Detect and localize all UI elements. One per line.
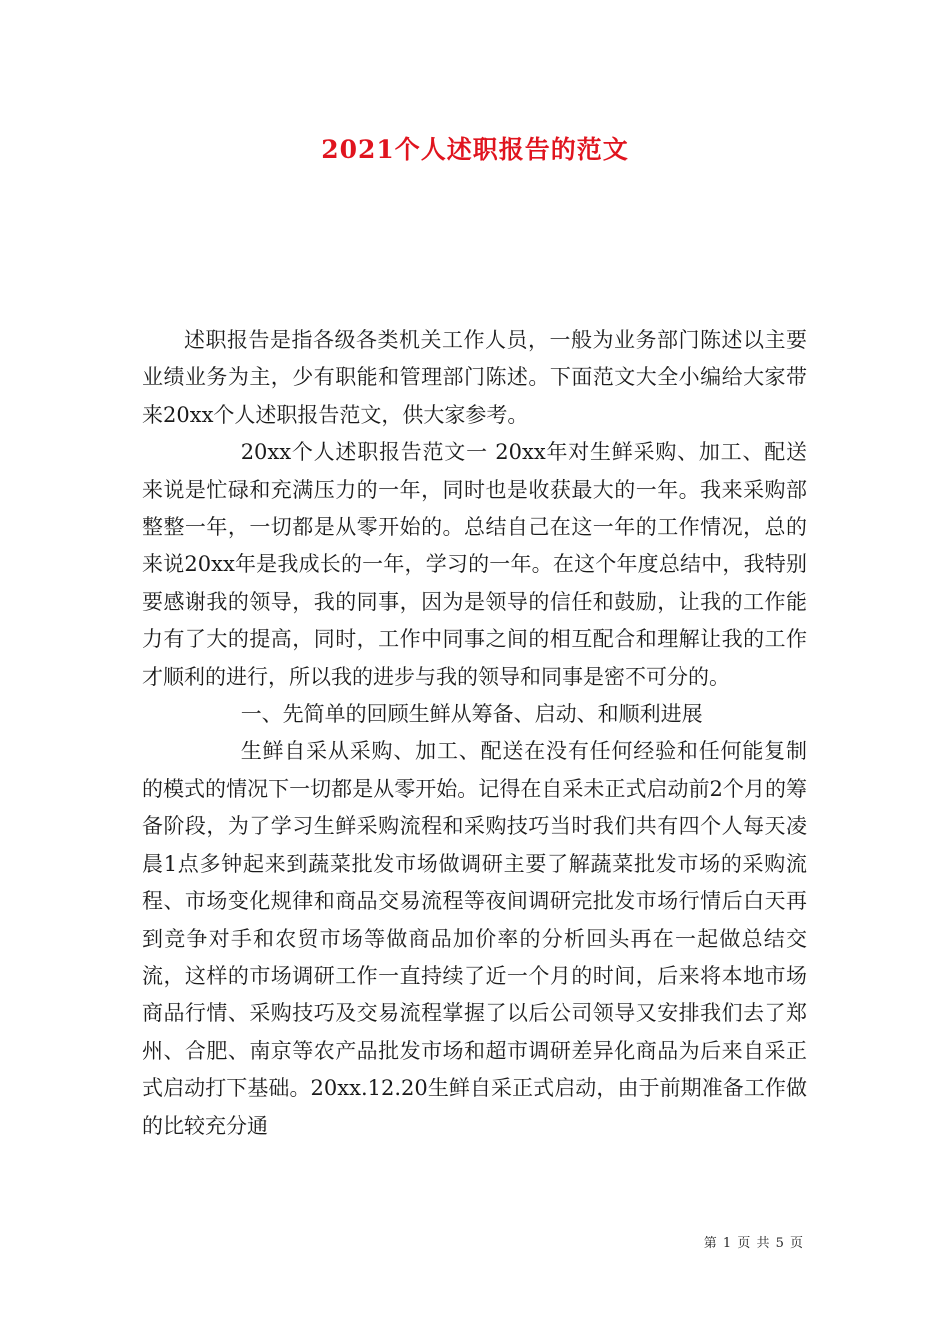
intro-paragraph: 述职报告是指各级各类机关工作人员，一般为业务部门陈述以主要业绩业务为主，少有职能和管理部门陈述。下面范文大全小编给大家带来20xx个人述职报告范文，供大家参考。 [142,328,807,427]
review-paragraph: 生鲜自采从采购、加工、配送在没有任何经验和任何能复制的模式的情况下一切都是从零开始。记得在自采未正式启动前2个月的筹备阶段，为了学习生鲜采购流程和采购技巧当时我们共有四个人每天凌晨1点多钟起来到蔬菜批发市场做调研主要了解蔬菜批发市场的采购流程、市场变化规律和商品交易流程等夜间调研完批发市场行情后白天再到竞争对手和农贸市场等做商品加价率的分析回头再在一起做总结交流，这样的市场调研工作一直持续了近一个月的时间，后来将本地市场商品行情、采购技巧及交易流程掌握了以后公司领导又安排我们去了郑州、合肥、南京等农产品批发市场和超市调研差异化商品为后来自采正式启动打下基础。20xx.12.20生鲜自采正式启动，由于前期准备工作做的比较充分通 [142,739,807,1138]
section-heading: 一、先简单的回顾生鲜从筹备、启动、和顺利进展 [240,702,703,727]
page-number: 第 1 页 共 5 页 [703,1236,804,1251]
report-paragraph: 20xx个人述职报告范文一 20xx年对生鲜采购、加工、配送来说是忙碌和充满压力的一年，同时也是收获最大的一年。我来采购部整整一年，一切都是从零开始的。总结自己在这一年的工作情况，总的来说20xx年是我成长的一年，学习的一年。在这个年度总结中，我特别要感谢我的领导，我的同事，因为是领导的信任和鼓励，让我的工作能力有了大的提高，同时，工作中同事之间的相互配合和理解让我的工作才顺利的进行，所以我的进步与我的领导和同事是密不可分的。 [142,440,807,689]
document-title: 2021个人述职报告的范文 [321,135,629,164]
document-body [142,322,807,1145]
